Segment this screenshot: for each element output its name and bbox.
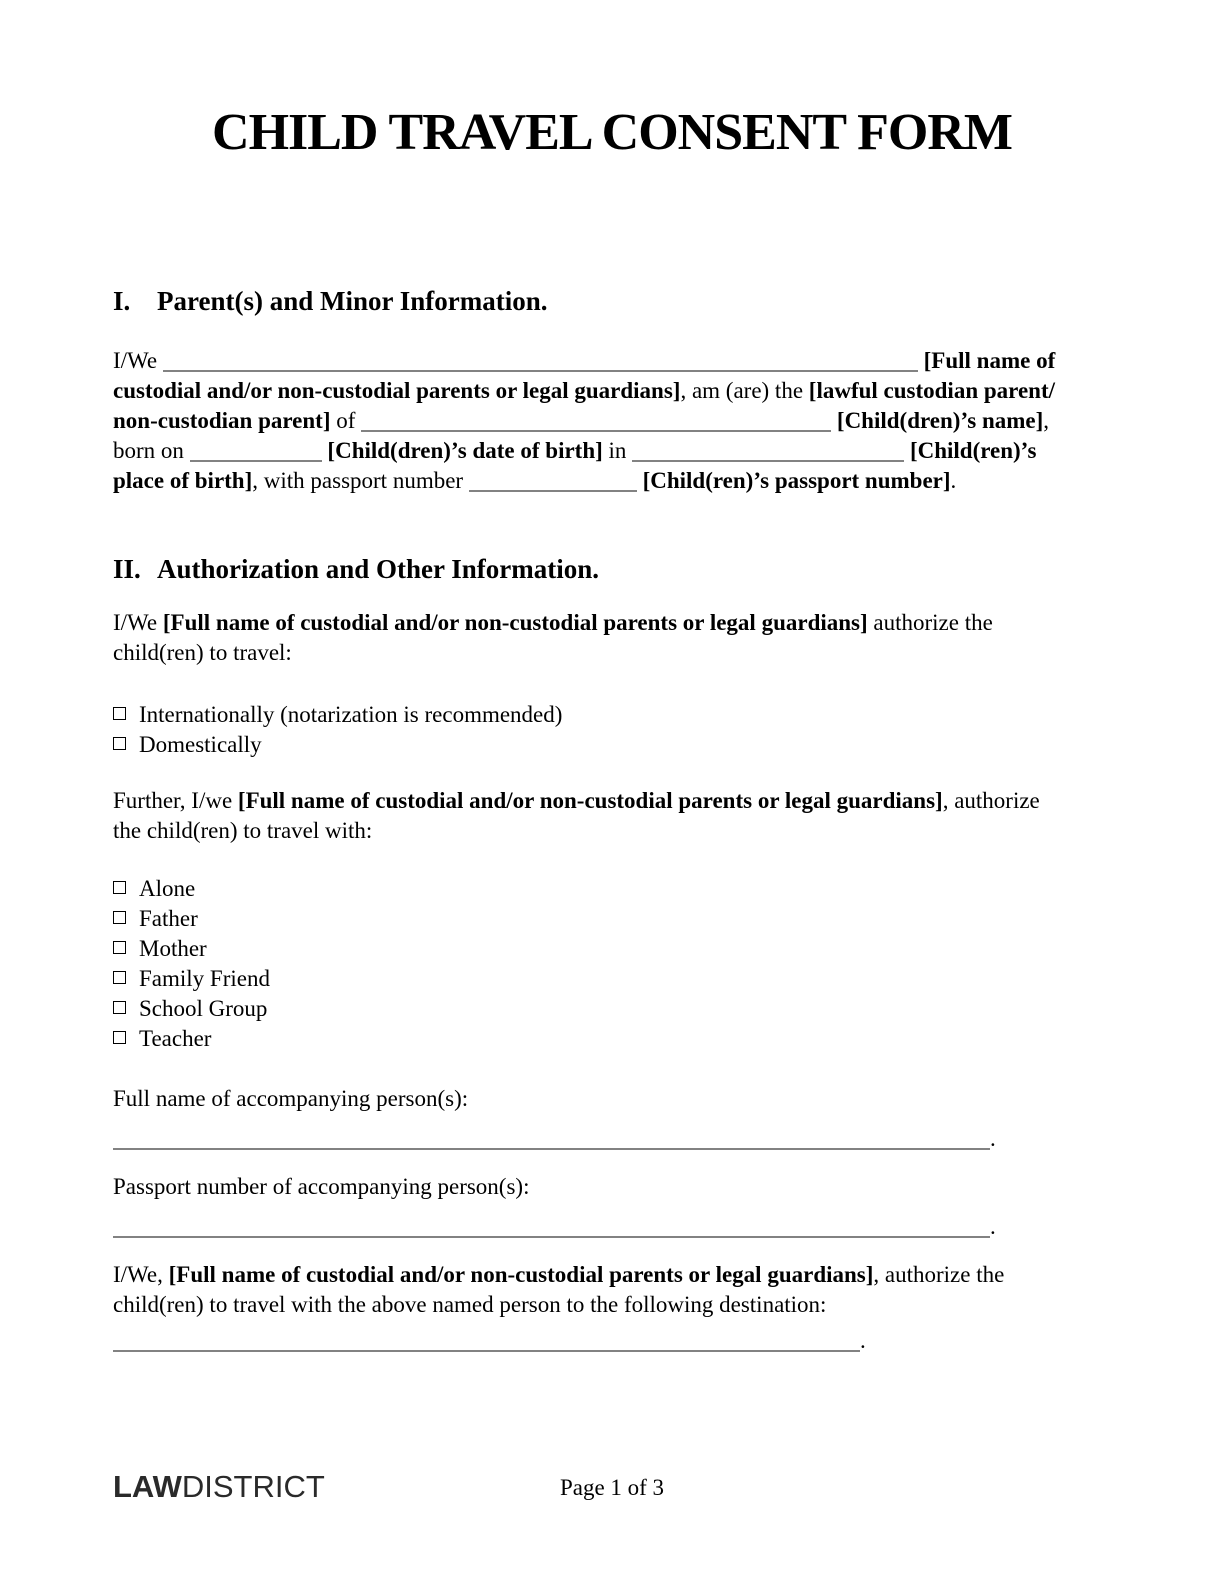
body-text: .	[950, 468, 957, 493]
full-name-field-label: Full name of accompanying person(s):	[113, 1086, 469, 1111]
placeholder-bold-text: [Child(dren)’s name]	[836, 408, 1044, 433]
text-line	[113, 1290, 1111, 1320]
checkbox-option	[113, 700, 1111, 730]
body-text: ,	[1043, 408, 1050, 433]
checkbox-label: School Group	[139, 996, 268, 1021]
checkbox-option	[113, 994, 1111, 1024]
checkbox-option	[113, 1024, 1111, 1054]
destination-fill-in-line[interactable]	[113, 1330, 860, 1352]
checkbox[interactable]	[113, 941, 126, 954]
placeholder-bold-text: [Full name of	[923, 348, 1056, 373]
text-line	[113, 608, 1111, 638]
checkbox-label: Alone	[139, 876, 196, 901]
line-end-period: .	[860, 1328, 866, 1353]
checkbox[interactable]	[113, 881, 126, 894]
text-line	[113, 638, 1111, 668]
authorize-travel-paragraph	[113, 608, 1111, 668]
page-number: Page 1 of 3	[559, 1475, 665, 1500]
line-end-period: .	[990, 1126, 996, 1151]
lawdistrict-logo	[113, 1470, 325, 1504]
checkbox-option	[113, 934, 1111, 964]
body-text: , authorize	[942, 788, 1040, 813]
passport-field-label: Passport number of accompanying person(s):	[113, 1174, 530, 1199]
text-line	[113, 466, 1111, 496]
text-line	[113, 376, 1111, 406]
passport-fill-in-line[interactable]	[113, 1216, 990, 1238]
full-name-write-in-row	[113, 1124, 1111, 1154]
checkbox-option	[113, 904, 1111, 934]
checkbox-label: Domestically	[139, 732, 262, 757]
fill-in-blank[interactable]	[469, 470, 637, 492]
checkbox-label: Father	[139, 906, 198, 931]
placeholder-bold-text: [Full name of custodial and/or non-custodial parents or legal guardians]	[168, 1262, 874, 1287]
text-line	[113, 406, 1111, 436]
body-text: Further, I/we	[113, 788, 238, 813]
logo-light-part: DISTRICT	[181, 1469, 325, 1504]
body-text: , authorize the	[873, 1262, 1005, 1287]
travel-with-paragraph	[113, 786, 1111, 846]
checkbox[interactable]	[113, 971, 126, 984]
checkbox[interactable]	[113, 1031, 126, 1044]
section-1-heading-text: Parent(s) and Minor Information.	[157, 286, 548, 316]
section-2-heading-text: Authorization and Other Information.	[157, 554, 600, 584]
parent-minor-paragraph	[113, 346, 1111, 496]
body-text: authorize the	[867, 610, 993, 635]
checkbox-label: Internationally (notarization is recommended)	[139, 702, 563, 727]
checkbox-option	[113, 874, 1111, 904]
checkbox[interactable]	[113, 911, 126, 924]
checkbox[interactable]	[113, 737, 126, 750]
checkbox[interactable]	[113, 1001, 126, 1014]
fill-in-blank[interactable]	[163, 350, 918, 372]
placeholder-bold-text: [Child(ren)’s passport number]	[642, 468, 951, 493]
placeholder-bold-text: custodial and/or non-custodial parents or legal guardians]	[113, 378, 681, 403]
placeholder-bold-text: [lawful custodian parent/	[808, 378, 1055, 403]
destination-paragraph	[113, 1260, 1111, 1320]
fill-in-blank[interactable]	[632, 440, 904, 462]
body-text: I/We	[113, 348, 163, 373]
section-1-heading	[113, 284, 1111, 318]
placeholder-bold-text: [Child(ren)’s	[909, 438, 1037, 463]
body-text: in	[602, 438, 633, 463]
checkbox-label: Family Friend	[139, 966, 270, 991]
body-text: , am (are) the	[680, 378, 809, 403]
fill-in-blank[interactable]	[361, 410, 831, 432]
text-line	[113, 1260, 1111, 1290]
passport-write-in-row	[113, 1212, 1111, 1242]
checkbox-option	[113, 730, 1111, 760]
placeholder-bold-text: [Full name of custodial and/or non-custodial parents or legal guardians]	[237, 788, 943, 813]
document-title: CHILD TRAVEL CONSENT FORM	[212, 104, 1012, 161]
body-text: child(ren) to travel:	[113, 640, 292, 665]
placeholder-bold-text: [Child(dren)’s date of birth]	[327, 438, 603, 463]
companion-checklist	[113, 874, 1111, 1054]
checkbox-option	[113, 964, 1111, 994]
body-text: child(ren) to travel with the above named person to the following destination:	[113, 1292, 827, 1317]
line-end-period: .	[990, 1214, 996, 1239]
placeholder-bold-text: [Full name of custodial and/or non-custodial parents or legal guardians]	[162, 610, 868, 635]
logo-bold-part: LAW	[113, 1469, 182, 1504]
checkbox-label: Teacher	[139, 1026, 212, 1051]
body-text: I/We	[113, 610, 163, 635]
section-2-number: II.	[113, 554, 141, 584]
travel-scope-checklist	[113, 700, 1111, 760]
text-line	[113, 346, 1111, 376]
body-text: born on	[113, 438, 190, 463]
section-2-heading	[113, 552, 1111, 586]
body-text: of	[330, 408, 362, 433]
section-1-number: I.	[113, 286, 131, 316]
placeholder-bold-text: non-custodian parent]	[113, 408, 331, 433]
checkbox[interactable]	[113, 707, 126, 720]
full-name-fill-in-line[interactable]	[113, 1128, 990, 1150]
text-line	[113, 786, 1111, 816]
text-line	[113, 816, 1111, 846]
body-text: I/We,	[113, 1262, 169, 1287]
fill-in-blank[interactable]	[190, 440, 322, 462]
text-line	[113, 436, 1111, 466]
body-text: , with passport number	[252, 468, 469, 493]
page-footer	[113, 1470, 1111, 1510]
placeholder-bold-text: place of birth]	[113, 468, 253, 493]
destination-write-in-row	[113, 1326, 1111, 1356]
body-text: the child(ren) to travel with:	[113, 818, 373, 843]
checkbox-label: Mother	[139, 936, 207, 961]
